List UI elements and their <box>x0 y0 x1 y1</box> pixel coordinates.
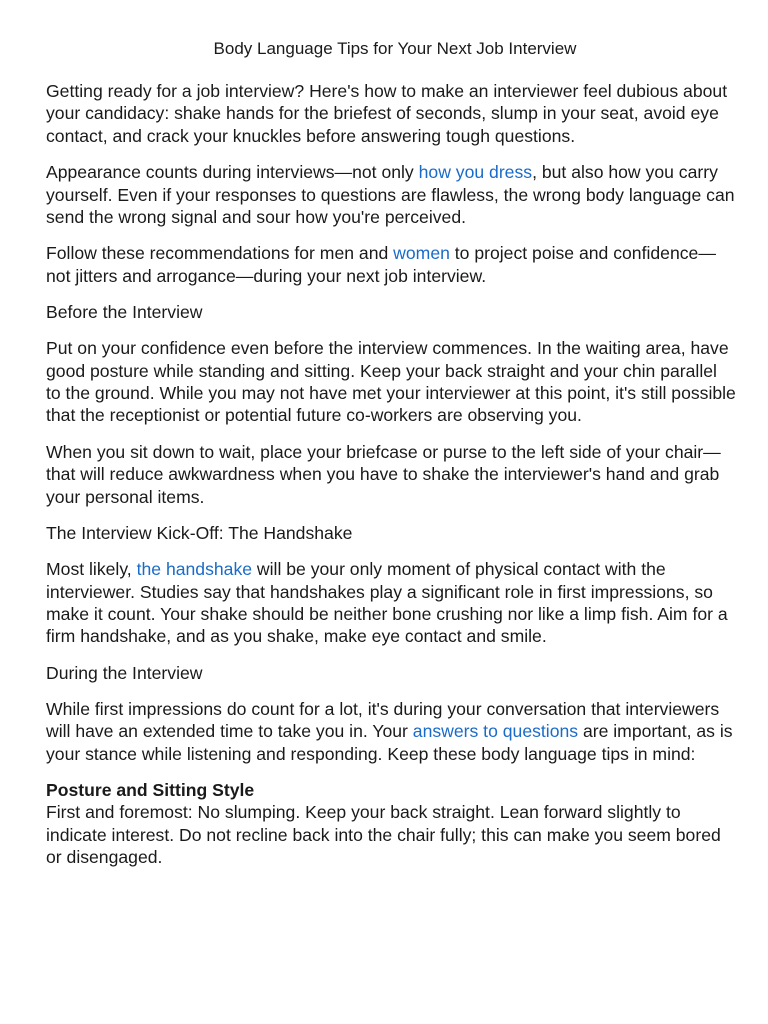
intro-paragraph-1: Getting ready for a job interview? Here's how to make an interviewer feel dubious about your candidacy: shake hands for the briefest of seconds, slump in your seat, avoid eye contact, and crack your knuckles before answering tough questions. <box>46 81 728 146</box>
intro-paragraph-2 <box>46 161 736 228</box>
handshake-text-before: Most likely, <box>46 559 137 580</box>
during-text-before: While first impressions do count for a lot, it's during your conversation that interviewers will have an extended time to take you in. Your <box>46 698 720 742</box>
before-interview-heading: Before the Interview <box>46 302 203 323</box>
intro-paragraph-2-text-before: Appearance counts during interviews—not only <box>46 162 419 183</box>
before-paragraph-2: When you sit down to wait, place your briefcase or purse to the left side of your chair—that will reduce awkwardness when you have to shake the interviewer's hand and grab your personal items. <box>46 441 721 507</box>
document-title: Body Language Tips for Your Next Job Interview <box>213 39 577 58</box>
the-handshake-link[interactable]: the handshake <box>136 559 253 580</box>
intro-paragraph-3 <box>46 242 736 287</box>
document-page <box>46 38 736 883</box>
answers-to-questions-link[interactable]: answers to questions <box>412 721 579 742</box>
posture-section <box>46 779 736 869</box>
posture-text: First and foremost: No slumping. Keep your back straight. Lean forward slightly to indicate interest. Do not recline back into the chair fully; this can make you seem bored or disengaged. <box>46 802 721 868</box>
during-interview-heading: During the Interview <box>46 662 203 683</box>
posture-subtitle: Posture and Sitting Style <box>46 779 255 800</box>
intro-paragraph-2-text-after: , but also how you carry yourself. Even if your responses to questions are flawless, the wrong body language can send the wrong signal and sour how you're perceived. <box>46 162 735 228</box>
handshake-text-after: will be your only moment of physical contact with the interviewer. Studies say that handshakes play a significant role in first impressions, so make it count. Your shake should be neither bone crushing nor like a limp fish. Aim for a firm handshake, and as you shake, make eye contact and smile. <box>46 559 728 647</box>
intro-paragraph-3-text-before: Follow these recommendations for men and <box>46 243 394 264</box>
before-paragraph-1: Put on your confidence even before the interview commences. In the waiting area, have good posture while standing and sitting. Keep your back straight and your chin parallel to the ground. While you may not have met your interviewer at this point, it's still possible that the receptionist or potential future co-workers are observing you. <box>46 338 736 426</box>
how-you-dress-link[interactable]: how you dress <box>418 162 533 183</box>
intro-paragraph-3-text-after: to project poise and confidence—not jitters and arrogance—during your next job interview. <box>46 243 716 286</box>
during-paragraph <box>46 698 736 765</box>
handshake-heading: The Interview Kick-Off: The Handshake <box>46 523 353 544</box>
during-text-after: are important, as is your stance while listening and responding. Keep these body language tips in mind: <box>46 721 733 764</box>
women-link[interactable]: women <box>393 243 450 264</box>
handshake-paragraph <box>46 558 736 648</box>
